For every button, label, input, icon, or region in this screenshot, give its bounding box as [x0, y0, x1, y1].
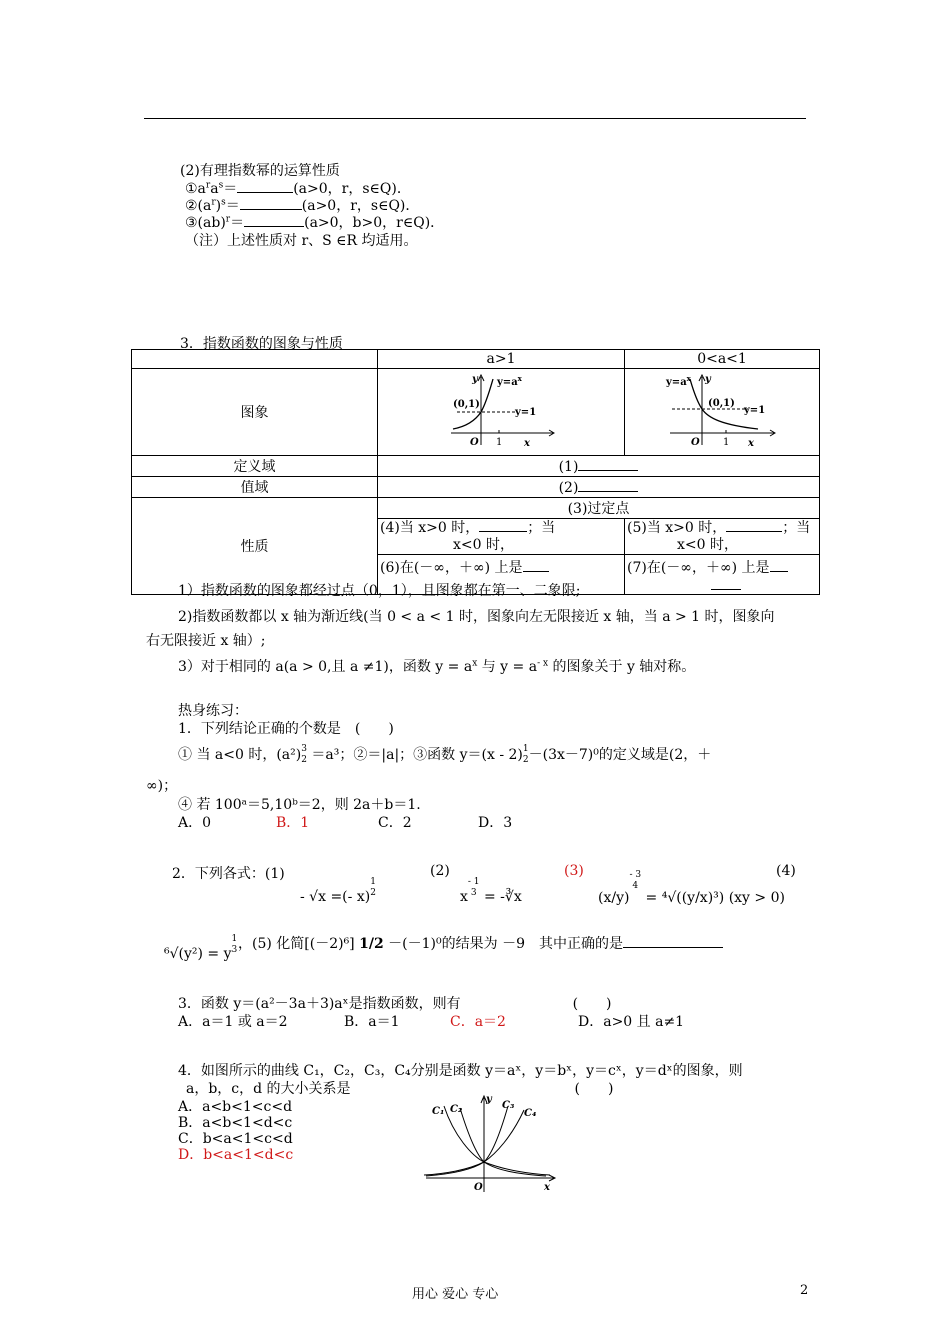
g1-origin-label: O	[470, 437, 479, 448]
g2-x-label: x	[748, 438, 754, 449]
page-number: 2	[800, 1283, 809, 1298]
q2-item4-label: (4)	[776, 863, 796, 879]
range-cell: (2)	[378, 477, 820, 498]
q4-stem-1: 4．如图所示的曲线 C₁，C₂，C₃，C₄分别是函数 y＝aˣ，y＝bˣ，y＝cˣ，y＝dˣ的图象，则	[178, 1063, 743, 1079]
prop-6-cell: (6)在(－∞，＋∞) 上是	[378, 555, 625, 595]
q1-line2: ∞)；	[146, 778, 178, 794]
q3-option-d: D．a>0 且 a≠1	[578, 1014, 685, 1030]
g2-func-label: $y=a^x$	[666, 374, 691, 388]
q3-option-b: B．a＝1	[344, 1014, 400, 1030]
footer-text: 用心 爱心 专心	[412, 1287, 499, 1302]
prop-7-cell: (7)在(－∞，＋∞) 上是	[625, 555, 820, 595]
header-a-gt-1: a>1	[378, 350, 625, 369]
note-3: 3）对于相同的 a(a > 0,且 a ≠1)，函数 $y = a^x$ 与 $y = a^{- x}$ 的图象关于 y 轴对称。	[178, 658, 696, 675]
row-label-range: 值域	[132, 477, 378, 498]
fig-c4: C₄	[524, 1108, 537, 1119]
g1-line-label: y=1	[515, 407, 537, 418]
q1-option-b: B．1	[276, 815, 310, 831]
q2-title: 2．下列各式：(1)	[172, 866, 285, 882]
section3-title: 3．指数函数的图象与性质	[180, 336, 343, 352]
note-2a: 2)指数函数都以 x 轴为渐近线(当 0 < a < 1 时，图象向左无限接近 x 轴，当 a > 1 时，图象向	[178, 609, 775, 625]
q4-stem-2: a，b，c，d 的大小关系是 ( )	[186, 1081, 614, 1097]
row-label-props: 性质	[132, 498, 378, 595]
rule-3: ③(ab)$^r$＝ (a>0，b>0，r∈Q)．	[185, 214, 445, 231]
q2-line2: ，(5) 化简[(－2)⁶] 1/2 －(－1)⁰的结果为 －9 其中正确的是	[238, 933, 723, 953]
fig-c3: C₃	[502, 1100, 515, 1111]
q4-option-d: D．b<a<1<d<c	[178, 1147, 294, 1163]
row-label-graph: 图象	[132, 369, 378, 456]
g1-func-label: $y=a^x$	[497, 374, 522, 388]
q1-stem: 1．下列结论正确的个数是 ( )	[178, 721, 394, 737]
prop-5-cell: (5)当 x>0 时， ；当 x<0 时，	[625, 519, 820, 555]
graph-a-gt-1	[441, 371, 561, 449]
graph-a-lt-1-cell	[625, 369, 820, 456]
q2-item1: - √x =(- x)1 2	[300, 877, 376, 905]
note: （注）上述性质对 r、S ∈R 均适用。	[185, 233, 418, 249]
fig-c1: C₁	[432, 1106, 445, 1117]
q3-stem: 3．函数 y＝(a²－3a＋3)aˣ是指数函数，则有 ( )	[178, 996, 612, 1012]
header-rule	[144, 118, 806, 119]
q1-line3: ④ 若 100ᵃ＝5,10ᵇ＝2，则 2a＋b＝1.	[178, 797, 421, 813]
properties-table	[131, 349, 820, 595]
g1-x-label: x	[524, 438, 530, 449]
fig-origin-label: O	[474, 1182, 483, 1193]
q2-item2: x- 1 3 = -∛x	[460, 877, 522, 905]
note-1: 1）指数函数的图象都经过点（0，1），且图象都在第一、二象限;	[178, 583, 581, 599]
prop-4-cell: (4)当 x>0 时， ；当 x<0 时，	[378, 519, 625, 555]
q4-figure	[420, 1092, 560, 1196]
q2-item3-label: (3)	[564, 863, 584, 879]
graph-a-gt-1-cell	[378, 369, 625, 456]
q3-option-c: C．a＝2	[450, 1014, 506, 1030]
g2-one-label: 1	[723, 437, 730, 448]
section2-title: (2)有理指数幂的运算性质	[180, 163, 340, 179]
q2-item4: ⁶√(y²) = y1 3	[164, 934, 238, 962]
q1-line1: ① 当 a<0 时，(a²)3 2 ＝a³；②＝|a|；③函数 y＝(x - 2)1 2－(3x－7)⁰的定义域是(2，＋	[178, 744, 712, 765]
q4-option-c: C．b<a<1<c<d	[178, 1131, 293, 1147]
fig-x-label: x	[544, 1182, 550, 1193]
q1-option-c: C．2	[378, 815, 412, 831]
fig-y-label: y	[486, 1094, 492, 1105]
q4-option-b: B．a<b<1<d<c	[178, 1115, 293, 1131]
q1-option-d: D．3	[478, 815, 513, 831]
g2-y-label: y	[705, 374, 711, 385]
rule-1: $①a^ra^s= (a>0$，r，s∈Q)．	[185, 180, 411, 197]
practice-title: 热身练习：	[178, 703, 248, 719]
q2-item3: (x/y)- 3 4 = ⁴√((y/x)³) (xy > 0)	[598, 870, 785, 906]
g1-point-label: (0,1)	[453, 399, 480, 410]
g2-line-label: y=1	[744, 405, 766, 416]
g2-origin-label: O	[691, 437, 700, 448]
fig-c2: C₂	[450, 1104, 463, 1115]
q3-option-a: A．a＝1 或 a＝2	[178, 1014, 288, 1030]
g2-point-label: (0,1)	[708, 398, 735, 409]
q4-option-a: A．a<b<1<c<d	[178, 1099, 293, 1115]
header-a-lt-1: 0<a<1	[625, 350, 820, 369]
q1-option-a: A．0	[178, 815, 212, 831]
note-2b: 右无限接近 x 轴）;	[146, 633, 266, 649]
q2-item2-label: (2)	[430, 863, 450, 879]
domain-cell: (1)	[378, 456, 820, 477]
graph-a-lt-1	[662, 371, 782, 449]
g1-y-label: y	[472, 374, 478, 385]
row-label-domain: 定义域	[132, 456, 378, 477]
fixed-point-cell: (3)过定点	[378, 498, 820, 519]
g1-one-label: 1	[496, 437, 503, 448]
rule-2: $②(a^r)^s= (a>0$，r，s∈Q)．	[185, 197, 420, 214]
